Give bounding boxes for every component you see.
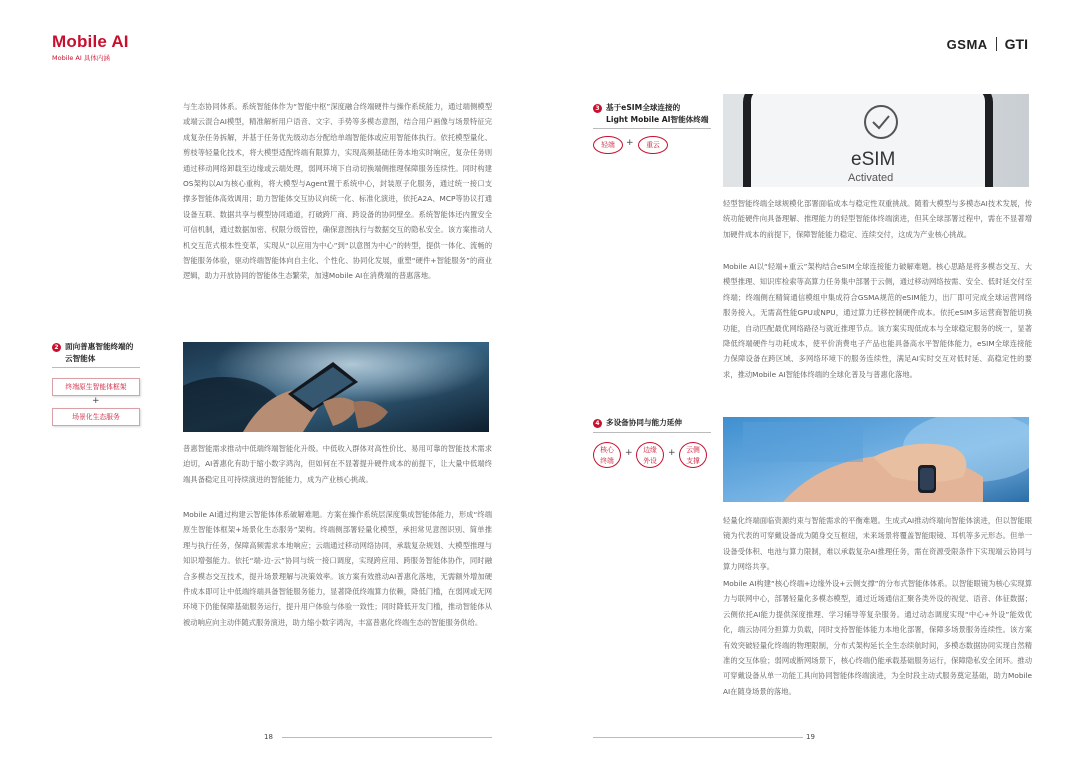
intro-paragraph: 与生态协同体系。系统智能体作为“智能中枢”深度融合终端硬件与操作系统能力，通过端侧模型或端云混合AI模型，精准解析用户语音、文字、手势等多模态意图，结合用户画像与场景特征完成复杂任务拆解，并基于任务优先级动态分配给单端智能体或应用智能体执行。依托模型量化、剪枝等轻量化技术，将大模型适配终端有限算力，实现高频基础任务本地实时响应，复杂任务则通过移动网络卸载至边缘或云端处理，弱网环境下自动切换端侧推理保障服务连续性。同时构建OS架构以AI为核心重构，将大模型与Agent置于系统中心，封装原子化服务，通过统一接口支撑多智能体高效调用；助力智能体交互协议向统一化、标准化演进，依托A2A、MCP等协议打通设备互联、数据共享与模型协同通道，打破跨厂商、跨设备的协同壁垒。系统智能体还内置安全可信机制，通过数据加密、权限分级管控，确保意图执行与数据交互的隐私安全。该方案推动人机交互范式根本性变革，实现从“以应用为中心”到“以意图为中心”的转型，提供一体化、流畅的智能服务体验，驱动终端智能体向自主化、个性化、协同化发展，重塑“硬件+智能服务”的商业逻辑，助力开放协同的智能体生态繁荣，加速Mobile AI在消费端的普惠落地。 (183, 102, 492, 281)
plus-sign-2: + (668, 448, 676, 458)
partner-logos (947, 36, 1028, 52)
plus-sign: + (626, 138, 634, 148)
page-number-right: 19 (806, 733, 815, 741)
pill-cloud-support (679, 442, 707, 468)
section-2-title (65, 341, 133, 365)
brand-subtitle: Mobile AI 具体内涵 (52, 54, 110, 62)
esim-label: eSIM (851, 149, 896, 170)
section-3-number: 3 (593, 104, 602, 113)
brand-logo: Mobile AI (52, 32, 129, 51)
pill-core-device (593, 442, 621, 468)
section-3-title-line1: 基于eSIM全球连接的 (606, 103, 681, 112)
hands-phone-illustration (183, 342, 489, 432)
page-number-left: 18 (264, 733, 273, 741)
section-2-heading (52, 341, 152, 365)
section-2-title-line2: 云智能体 (65, 354, 96, 363)
plus-sign: + (92, 396, 100, 406)
tag-native-agent-framework: 终端原生智能体框架 (52, 378, 140, 396)
page-footer-line-left (282, 737, 492, 738)
smartwatch-illustration (723, 417, 1029, 502)
gsma-logo: GSMA (946, 36, 988, 52)
section-4-divider (593, 432, 711, 433)
section-3-heading (593, 102, 723, 126)
section-3-title-line2: Light Mobile AI智能体终端 (606, 115, 709, 124)
hands-phone-photo (183, 342, 489, 432)
pill-light-device: 轻端 (593, 136, 623, 154)
pill-edge-peripheral-line1: 边缘 (643, 446, 657, 454)
pill-cloud-support-line1: 云侧 (686, 446, 700, 454)
esim-phone-photo (723, 94, 1029, 187)
pill-core-device-line2: 终端 (600, 457, 614, 465)
section-4-number: 4 (593, 419, 602, 428)
logo-separator (996, 37, 997, 51)
tag-scenario-ecosystem-service: 场景化生态服务 (52, 408, 140, 426)
gti-logo: GTI (1004, 36, 1028, 52)
section-2-paragraph-2: Mobile AI通过构建云智能体体系破解难题。方案在操作系统层深度集成智能体能力，形成“终端原生智能体框架+场景化生态服务”架构。终端侧部署轻量化模型，承担常见意图识别、简单推理与执行任务，保障高频需求本地响应；云端通过移动网络协同，承载复杂规划、大模型推理与知识增强能力。依托“端-边-云”协同与统一接口调度，实现跨应用、跨服务智能体协作，同时融合多模态交互技术，提升场景理解与决策效率。该方案有效推动AI普惠化落地，无需额外增加硬件成本即可让中低端终端具备智能服务能力，显著降低终端算力依赖，降低门槛，在弱网或无网环境下仍能保障基础服务运行，提升用户体验与体验一致性；同时降低开发门槛，推动智能体从被动响应向主动伴随式服务演进，助力缩小数字鸿沟，丰富普惠化终端生态的智能服务供给。 (183, 510, 492, 627)
esim-activated-label: Activated (848, 172, 894, 184)
page-right (540, 0, 1080, 763)
section-2-title-line1: 面向普惠智能终端的 (65, 342, 134, 351)
pill-heavy-cloud: 重云 (638, 136, 668, 154)
section-4-paragraph-2: Mobile AI构建“核心终端+边缘外设+云侧支撑”的分布式智能体体系。以智能眼镜为核心实现算力与联网中心，部署轻量化多模态模型，通过近场通信汇聚各类外设的视觉、语音、体征数据；云侧依托AI能力提供深度推理、学习辅导等复杂服务。通过动态调度实现“中心+外设”能效优化，端云协同分担算力负载，同时支持智能体能力本地化部署，保障多场景服务连续性。该方案有效突破轻量化终端的物理限制，分布式架构延长全生态续航时间，多模态数据协同实现自然精准的交互体验；弱网或断网场景下，核心终端仍能承载基础服务运行，保障隐私安全闭环。推动可穿戴设备从单一功能工具向协同智能体终端演进，为全时段主动式服务奠定基础，助力Mobile AI在随身场景的落地。 (723, 579, 1032, 696)
pill-cloud-support-line2: 支撑 (686, 457, 700, 465)
section-4-title: 多设备协同与能力延伸 (606, 418, 682, 427)
section-2-divider (52, 367, 140, 368)
section-3-paragraph-1: 轻型智能终端全球规模化部署面临成本与稳定性双重挑战。随着大模型与多模态AI技术发展，传统功能硬件向具备理解、推理能力的轻型智能体终端演进，但其全球部署过程中，需在不显著增加硬件成本的前提下，保障智能能力稳定、连续交付，这成为产业核心挑战。 (723, 199, 1032, 239)
section-4-heading (593, 417, 723, 429)
smartwatch-photo (723, 417, 1029, 502)
page-footer-line-right (593, 737, 803, 738)
pill-edge-peripheral (636, 442, 664, 468)
section-4-paragraph-1: 轻量化终端面临资源约束与智能需求的平衡难题。生成式AI推动终端向智能体演进，但以智能眼镜为代表的可穿戴设备成为随身交互枢纽，未来场景将覆盖智能眼镜、耳机等多元形态。但单一设备受体积、电池与算力限制，难以承载复杂AI推理任务，需在资源受限条件下实现端云协同与算力网络共享。 (723, 516, 1032, 572)
section-2-paragraph-1: 普惠智能需求推动中低端终端智能化升级。中低收入群体对高性价比、易用可靠的智能技术需求迫切，AI普惠化有助于缩小数字鸿沟，但如何在不显著提升硬件成本的前提下，让大量中低端终端具备稳定且可持续演进的智能能力，成为产业核心挑战。 (183, 444, 492, 484)
plus-sign-1: + (625, 448, 633, 458)
section-3-paragraph-2: Mobile AI以“轻端+重云”架构结合eSIM全球连接能力破解难题。核心思路是将多模态交互、大模型推理、知识库检索等高算力任务集中部署于云侧，通过移动网络按需、安全、低时延交付至终端；终端侧在精简通信模组中集成符合GSMA规范的eSIM能力，出厂即可完成全球运营网络服务接入，无需高性能GPU或NPU，通过算力迁移控制硬件成本。依托eSIM多运营商智能切换功能，自动匹配最优网络路径与就近推理节点。该方案实现低成本与全球稳定服务的统一，显著降低终端硬件与功耗成本，使平价消费电子产品也能具备高水平智能体能力，eSIM全球连接能力保障设备在跨区域、多网络环境下的服务连续性，满足AI实时交互对低时延、高稳定性的要求，推动Mobile AI智能体终端的全球化普及与普惠化落地。 (723, 262, 1032, 379)
pill-core-device-line1: 核心 (600, 446, 614, 454)
section-2-number: 2 (52, 343, 61, 352)
section-3-title (606, 102, 708, 126)
pill-edge-peripheral-line2: 外设 (643, 457, 657, 465)
section-3-divider (593, 128, 711, 129)
